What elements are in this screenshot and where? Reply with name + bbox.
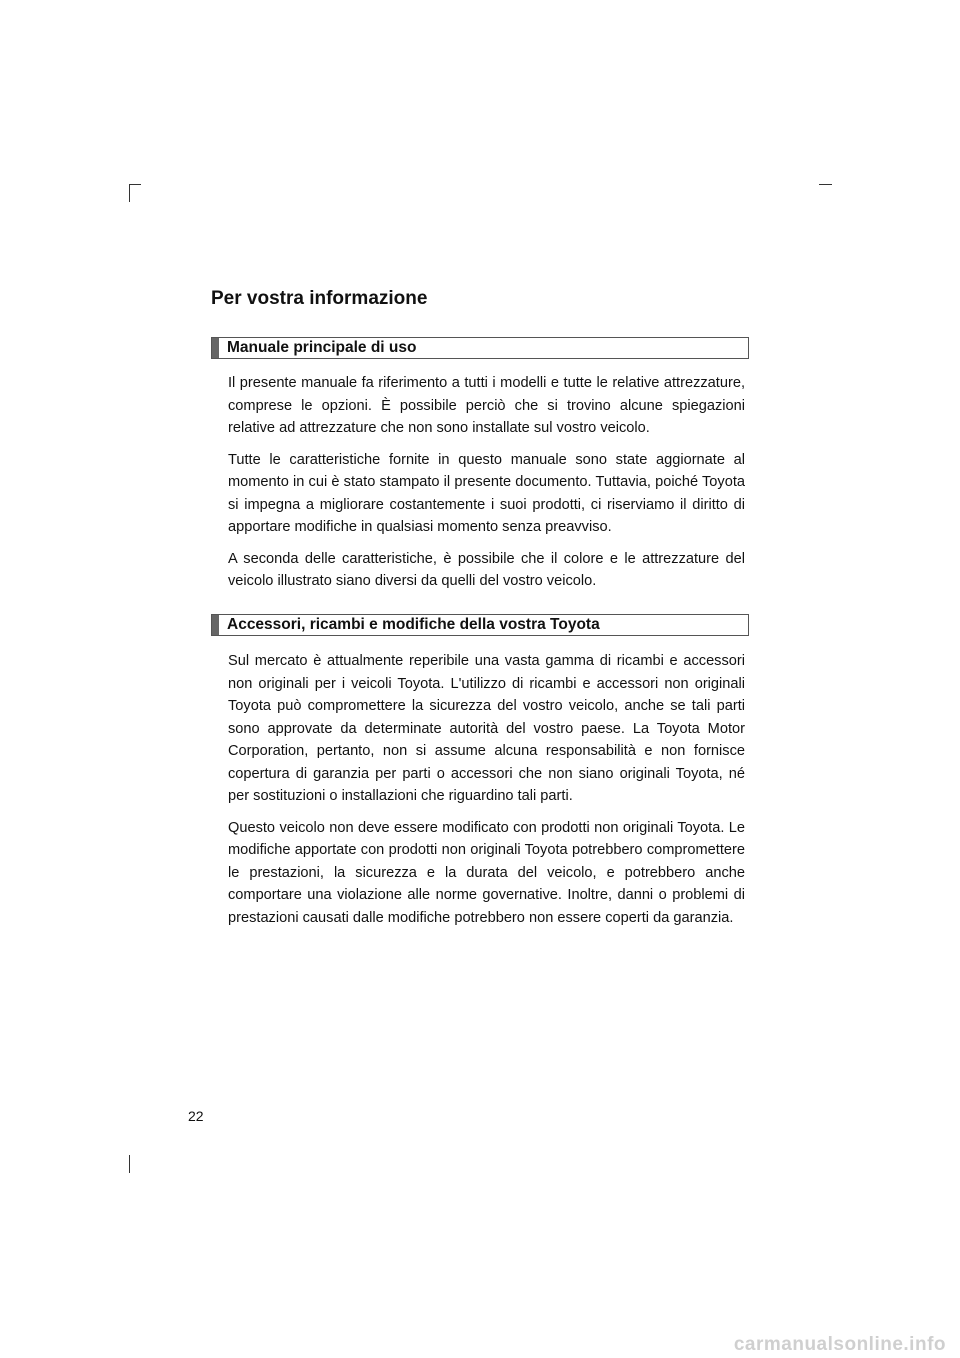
paragraph: Il presente manuale fa riferimento a tutti i modelli e tutte le relative attrezzature, comprese le opzioni. È possibile perciò che si trovino alcune spiegazioni relative ad attrezzature che non sono installate sul vostro veicolo. <box>228 375 745 436</box>
paragraph: Sul mercato è attualmente reperibile una vasta gamma di ricambi e accessori non originali per i veicoli Toyota. L'utilizzo di ricambi e accessori non originali Toyota può compromettere la sicurezza del vostro veicolo, anche se tali parti sono approvate da determinate autorità del vostro paese. La Toyota Motor Corporation, pertanto, non si assume alcuna responsabilità e non fornisce copertura di garanzia per parti o accessori che non siano originali Toyota, né per sostituzioni o installazioni che riguardino tali parti. <box>228 653 745 804</box>
section-header-accessori <box>211 614 749 636</box>
section-heading: Accessori, ricambi e modifiche della vostra Toyota <box>227 616 600 633</box>
crop-mark-top-right-horizontal <box>819 184 832 185</box>
section-body-accessori <box>228 650 745 938</box>
crop-mark-top-left-vertical <box>129 184 130 202</box>
section-header-accent-bar <box>212 615 219 635</box>
section-header-manuale <box>211 337 749 359</box>
paragraph: Tutte le caratteristiche fornite in questo manuale sono state aggiornate al momento in cui è stato stampato il presente documento. Tuttavia, poiché Toyota si impegna a migliorare costantemente i suoi prodotti, ci riserviamo il diritto di apportare modifiche in qualsiasi momento senza preavviso. <box>228 451 745 535</box>
paragraph: A seconda delle caratteristiche, è possibile che il colore e le attrezzature del veicolo illustrato siano diversi da quelli del vostro veicolo. <box>228 550 745 589</box>
page-title: Per vostra informazione <box>211 288 428 309</box>
paragraph: Questo veicolo non deve essere modificato con prodotti non originali Toyota. Le modifiche apportate con prodotti non originali Toyota potrebbero compromettere le prestazioni, la sicurezza e la durata del veicolo, e potrebbero anche comportare una violazione alle norme governative. Inoltre, danni o problemi di prestazioni causati dalle modifiche potrebbero non essere coperti da garanzia. <box>228 819 745 926</box>
crop-mark-top-left-horizontal <box>129 184 141 185</box>
section-header-accent-bar <box>212 338 219 358</box>
crop-mark-bottom-left-vertical <box>129 1155 130 1173</box>
page-number: 22 <box>188 1108 204 1124</box>
section-body-manuale <box>228 372 745 602</box>
section-heading: Manuale principale di uso <box>227 339 417 356</box>
watermark: carmanualsonline.info <box>733 1334 946 1355</box>
